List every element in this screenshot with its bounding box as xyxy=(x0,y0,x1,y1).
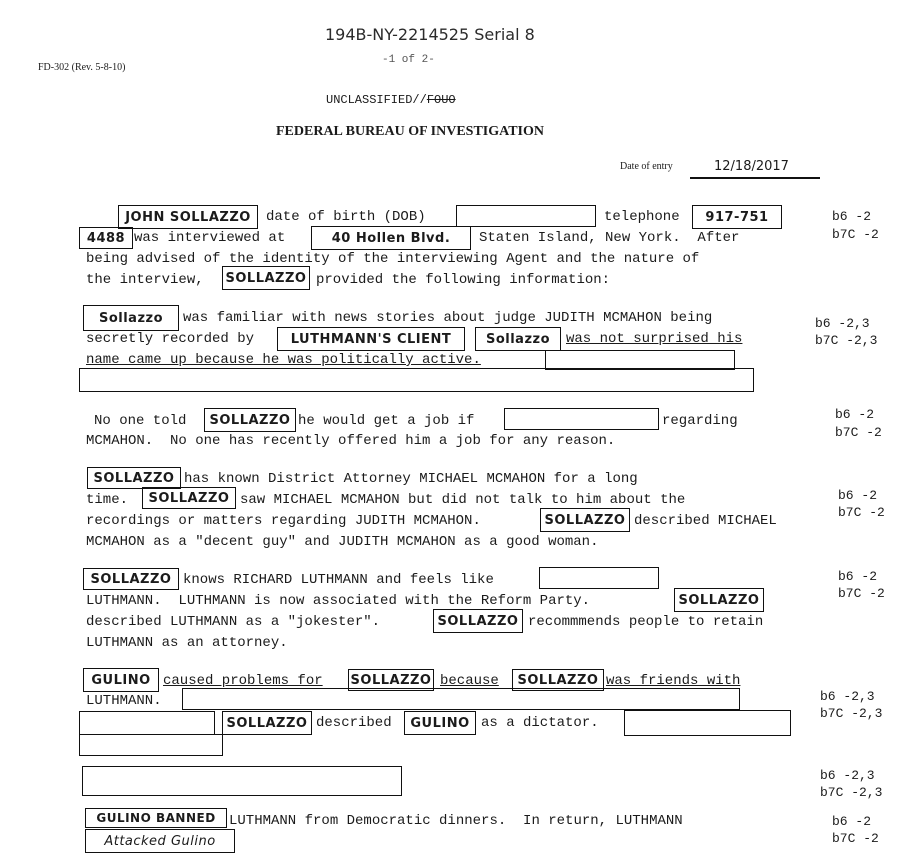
exemption-code: b6 -2,3 xyxy=(820,768,875,783)
text-line: LUTHMANN from Democratic dinners. In return, LUTHMANN xyxy=(229,813,683,829)
text-line: because xyxy=(440,673,499,689)
redaction-handwritten: SOLLAZZO xyxy=(142,487,236,509)
redaction-box xyxy=(539,567,659,589)
redaction-handwritten: SOLLAZZO xyxy=(674,588,764,612)
exemption-code: b6 -2 xyxy=(832,209,872,224)
text-line: the interview, xyxy=(86,272,204,288)
redaction-handwritten: JOHN SOLLAZZO xyxy=(118,205,258,229)
exemption-code: b6 -2,3 xyxy=(815,316,870,331)
redaction-handwritten: SOLLAZZO xyxy=(222,266,310,290)
text-line: date of birth (DOB) xyxy=(266,209,426,225)
exemption-code: b7C -2 xyxy=(838,505,885,520)
text-line: LUTHMANN. xyxy=(86,693,162,709)
redaction-handwritten: GULINO BANNED xyxy=(85,808,227,828)
text-line: MCMAHON. No one has recently offered him a job for any reason. xyxy=(86,433,616,449)
redaction-box xyxy=(545,350,735,370)
exemption-code: b7C -2,3 xyxy=(820,706,883,721)
exemption-code: b6 -2,3 xyxy=(820,689,875,704)
exemption-code: b7C -2 xyxy=(832,227,879,242)
redaction-box xyxy=(182,688,740,710)
redaction-handwritten: SOLLAZZO xyxy=(512,669,604,691)
redaction-box xyxy=(82,766,402,796)
redaction-handwritten: SOLLAZZO xyxy=(204,408,296,432)
classification-marking xyxy=(326,93,456,107)
text-line: recommmends people to retain xyxy=(528,614,764,630)
redaction-box xyxy=(79,368,754,392)
text-line: time. xyxy=(86,492,129,508)
exemption-code: b7C -2 xyxy=(838,586,885,601)
redaction-handwritten: Sollazzo xyxy=(475,327,561,351)
serial-number: 194B-NY-2214525 Serial 8 xyxy=(325,25,535,44)
exemption-code: b6 -2 xyxy=(838,569,878,584)
text-line: LUTHMANN as an attorney. xyxy=(86,635,288,651)
text-line: being advised of the identity of the interviewing Agent and the nature of xyxy=(86,251,700,267)
redaction-box xyxy=(79,711,215,735)
redaction-box xyxy=(456,205,596,227)
redaction-box xyxy=(504,408,659,430)
date-of-entry-value: 12/18/2017 xyxy=(714,159,789,174)
redaction-handwritten: SOLLAZZO xyxy=(222,711,312,735)
date-underline xyxy=(690,177,820,179)
exemption-code: b7C -2,3 xyxy=(815,333,878,348)
form-id: FD-302 (Rev. 5-8-10) xyxy=(38,62,126,73)
text-line: was not surprised his xyxy=(566,331,743,347)
exemption-code: b7C -2 xyxy=(835,425,882,440)
text-line: described MICHAEL xyxy=(634,513,777,529)
redaction-handwritten: GULINO xyxy=(83,668,159,692)
text-line: was friends with xyxy=(606,673,741,689)
redaction-box xyxy=(79,734,223,756)
redaction-handwritten: SOLLAZZO xyxy=(540,508,630,532)
text-line: described LUTHMANN as a "jokester". xyxy=(86,614,381,630)
text-line: telephone xyxy=(604,209,680,225)
redaction-box xyxy=(624,710,791,736)
redaction-handwritten: SOLLAZZO xyxy=(433,609,523,633)
text-line: was interviewed at xyxy=(134,230,286,246)
exemption-code: b7C -2 xyxy=(832,831,879,846)
text-line: Staten Island, New York. After xyxy=(479,230,740,246)
redaction-handwritten: Attacked Gulino xyxy=(85,829,235,853)
date-of-entry-label: Date of entry xyxy=(620,161,673,172)
text-line: provided the following information: xyxy=(316,272,611,288)
text-line: recordings or matters regarding JUDITH MCMAHON. xyxy=(86,513,481,529)
text-line: as a dictator. xyxy=(481,715,599,731)
exemption-code: b6 -2 xyxy=(838,488,878,503)
classification-struck: FOUO xyxy=(426,93,456,107)
agency-title: FEDERAL BUREAU OF INVESTIGATION xyxy=(276,124,544,139)
redaction-handwritten: LUTHMANN'S CLIENT xyxy=(277,327,465,351)
redaction-handwritten: GULINO xyxy=(404,711,476,735)
redaction-handwritten: 4488 xyxy=(79,227,133,249)
text-line: was familiar with news stories about judge JUDITH MCMAHON being xyxy=(183,310,713,326)
redaction-handwritten: SOLLAZZO xyxy=(83,568,179,590)
text-line: regarding xyxy=(662,413,738,429)
text-line: knows RICHARD LUTHMANN and feels like xyxy=(183,572,494,588)
text-line: LUTHMANN. LUTHMANN is now associated with the Reform Party. xyxy=(86,593,591,609)
page-number: -1 of 2- xyxy=(382,54,435,66)
classification-text: UNCLASSIFIED// xyxy=(326,93,427,107)
redaction-handwritten: SOLLAZZO xyxy=(348,669,434,691)
text-line: described xyxy=(316,715,392,731)
text-line: he would get a job if xyxy=(298,413,475,429)
redaction-handwritten: 40 Hollen Blvd. xyxy=(311,226,471,250)
redaction-handwritten: Sollazzo xyxy=(83,305,179,331)
exemption-code: b7C -2,3 xyxy=(820,785,883,800)
text-line: MCMAHON as a "decent guy" and JUDITH MCMAHON as a good woman. xyxy=(86,534,599,550)
redaction-handwritten: SOLLAZZO xyxy=(87,467,181,489)
text-line: No one told xyxy=(94,413,187,429)
text-line: secretly recorded by xyxy=(86,331,255,347)
exemption-code: b6 -2 xyxy=(835,407,875,422)
text-line: name came up because he was politically active. xyxy=(86,352,481,368)
text-line: caused problems for xyxy=(163,673,323,689)
redaction-handwritten: 917-751 xyxy=(692,205,782,229)
text-line: has known District Attorney MICHAEL MCMAHON for a long xyxy=(184,471,638,487)
exemption-code: b6 -2 xyxy=(832,814,872,829)
text-line: saw MICHAEL MCMAHON but did not talk to him about the xyxy=(240,492,686,508)
